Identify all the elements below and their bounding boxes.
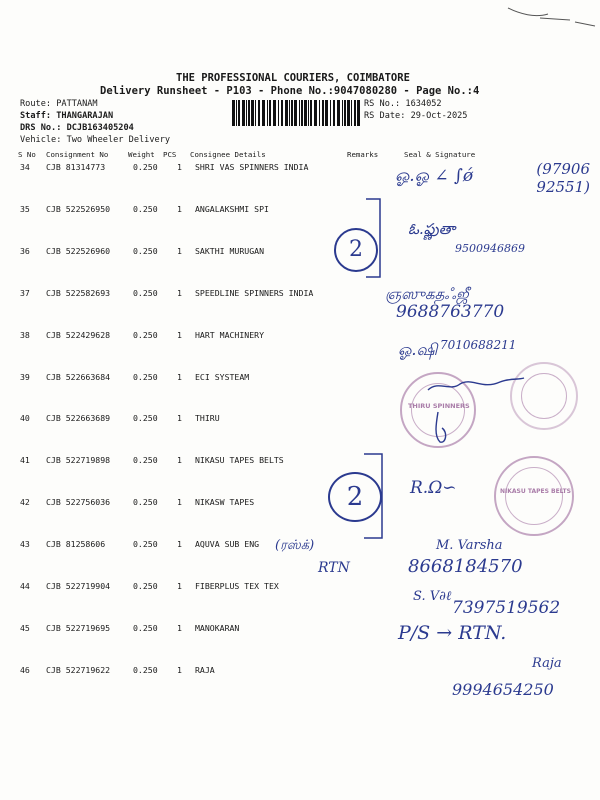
row-pcs: 1 — [177, 539, 182, 550]
rs-date: RS Date: 29-Oct-2025 — [364, 111, 468, 121]
row-consignment-no: CJB 522526960 — [46, 245, 111, 256]
row-weight: 0.250 — [133, 203, 158, 214]
row-consignee: ECI SYSTEAM — [195, 371, 250, 382]
handwritten-name-43: M. Varsha — [436, 538, 503, 553]
row-weight: 0.250 — [133, 497, 158, 508]
signature-row-38: ஓ.ஷி — [398, 340, 438, 359]
row-pcs: 1 — [177, 455, 182, 466]
col-sno: S No — [18, 150, 36, 159]
row-consignee: SPEEDLINE SPINNERS INDIA — [195, 287, 314, 298]
col-remarks: Remarks — [347, 150, 379, 159]
col-consignment: Consignment No — [46, 150, 109, 159]
row-pcs: 1 — [177, 371, 182, 382]
stamp-nikasu — [494, 456, 574, 536]
row-pcs: 1 — [177, 581, 182, 591]
row-consignment-no: CJB 522719904 — [46, 581, 111, 591]
row-pcs: 1 — [177, 245, 182, 256]
barcode-icon — [232, 100, 360, 126]
signature-row-42: R.Ω∽ — [410, 478, 457, 498]
group-count-41-42: 2 — [328, 472, 382, 522]
row-consignee: NIKASW TAPES — [195, 497, 255, 508]
row-weight: 0.250 — [133, 539, 158, 550]
row-consignee: AQUVA SUB ENG — [195, 539, 260, 550]
row-sno: 46 — [20, 664, 30, 675]
rs-number: RS No.: 1634052 — [364, 99, 442, 109]
signature-row-34: ஓ.ஓ ∠ ∫ǿ — [395, 166, 474, 186]
row-pcs: 1 — [177, 664, 182, 675]
row-consignee: HART MACHINERY — [195, 329, 265, 340]
handwritten-phone-36: 9500946869 — [455, 242, 525, 255]
company-name: THE PROFESSIONAL COURIERS, COIMBATORE — [176, 72, 410, 84]
route-label: Route: PATTANAM — [20, 99, 98, 109]
row-sno: 40 — [20, 413, 30, 424]
handwritten-phone-38: 7010688211 — [440, 338, 517, 352]
table-row — [0, 288, 600, 302]
row-consignment-no: CJB 522526950 — [46, 203, 111, 214]
row-weight: 0.250 — [133, 413, 158, 424]
row-pcs: 1 — [177, 413, 182, 424]
handwritten-phone-37: 9688763770 — [396, 302, 505, 322]
row-consignee: ANGALAKSHMI SPI — [195, 203, 269, 214]
row-sno: 38 — [20, 329, 30, 340]
row-sno: 37 — [20, 287, 30, 298]
row-consignment-no: CJB 522429628 — [46, 329, 111, 340]
row-sno: 42 — [20, 497, 30, 508]
handwritten-phone-46: 9994654250 — [452, 680, 554, 699]
row-consignment-no: CJB 522663689 — [46, 413, 111, 424]
row-pcs: 1 — [177, 287, 182, 298]
row-sno: 43 — [20, 539, 30, 550]
table-row — [0, 204, 600, 218]
row-consignee: RAJA — [195, 664, 215, 675]
row-weight: 0.250 — [133, 371, 158, 382]
row-sno: 41 — [20, 455, 30, 466]
row-weight: 0.250 — [133, 162, 158, 172]
signature-row-43: (ரஸ்க்) — [275, 538, 315, 553]
handwritten-phone-43: 8668184570 — [408, 556, 523, 577]
row-consignee: SHRI VAS SPINNERS INDIA — [195, 162, 309, 172]
col-seal-signature: Seal & Signature — [404, 150, 476, 159]
row-weight: 0.250 — [133, 245, 158, 256]
remark-row-45: P/S → RTN. — [398, 622, 507, 644]
drs-number: DRS No.: DCJB163405204 — [20, 123, 134, 133]
row-sno: 34 — [20, 162, 30, 172]
signature-row-36: ఓ.ఫ్ణుతా — [408, 220, 456, 238]
row-consignment-no: CJB 522663684 — [46, 371, 111, 382]
signature-row-44: S. V∂ℓ — [413, 589, 452, 604]
table-row — [0, 581, 600, 595]
row-pcs: 1 — [177, 497, 182, 508]
rtn-note-43: RTN — [318, 560, 350, 576]
row-weight: 0.250 — [133, 581, 158, 591]
row-consignment-no: CJB 522719622 — [46, 664, 111, 675]
vehicle-label: Vehicle: Two Wheeler Delivery — [20, 135, 171, 145]
row-consignee: FIBERPLUS TEX TEX — [195, 581, 279, 591]
row-sno: 45 — [20, 622, 30, 633]
row-consignee: THIRU — [195, 413, 220, 424]
row-pcs: 1 — [177, 162, 182, 172]
pen-scribble — [500, 0, 600, 30]
row-pcs: 1 — [177, 622, 182, 633]
row-consignee: SAKTHI MURUGAN — [195, 245, 265, 256]
handwritten-name-46: Raja — [532, 656, 562, 671]
col-pcs: PCS — [163, 150, 177, 159]
group-count-35-36: 2 — [334, 228, 378, 272]
row-consignment-no: CJB 81258606 — [46, 539, 106, 550]
row-sno: 35 — [20, 203, 30, 214]
signature-row-37: ஞஸுகதஃஜீ — [385, 285, 469, 303]
row-pcs: 1 — [177, 329, 182, 340]
col-weight: Weight — [128, 150, 155, 159]
handwritten-phone-44: 7397519562 — [452, 598, 561, 618]
stamp-nikasu-text: NIKASU TAPES BELTS — [500, 488, 571, 495]
row-weight: 0.250 — [133, 664, 158, 675]
row-pcs: 1 — [177, 203, 182, 214]
table-row — [0, 665, 600, 679]
row-weight: 0.250 — [133, 287, 158, 298]
col-consignee: Consignee Details — [190, 150, 266, 159]
row-consignee: NIKASU TAPES BELTS — [195, 455, 284, 466]
row-consignment-no: CJB 522719695 — [46, 622, 111, 633]
row-weight: 0.250 — [133, 329, 158, 340]
row-consignment-no: CJB 522719898 — [46, 455, 111, 466]
row-sno: 39 — [20, 371, 30, 382]
stamp-thiru-text: THIRU SPINNERS — [408, 402, 470, 410]
runsheet-title: Delivery Runsheet - P103 - Phone No.:9047080280 - Page No.:4 — [100, 85, 480, 97]
row-weight: 0.250 — [133, 622, 158, 633]
staff-label: Staff: THANGARAJAN — [20, 111, 114, 121]
signature-row-39-40 — [420, 372, 530, 452]
table-row — [0, 623, 600, 637]
row-sno: 36 — [20, 245, 30, 256]
row-consignment-no: CJB 522756036 — [46, 497, 111, 508]
row-consignment-no: CJB 522582693 — [46, 287, 111, 298]
row-sno: 44 — [20, 581, 30, 591]
row-consignee: MANOKARAN — [195, 622, 240, 633]
row-weight: 0.250 — [133, 455, 158, 466]
handwritten-phone-34: (97906 92551) — [536, 160, 590, 196]
row-consignment-no: CJB 81314773 — [46, 162, 106, 172]
